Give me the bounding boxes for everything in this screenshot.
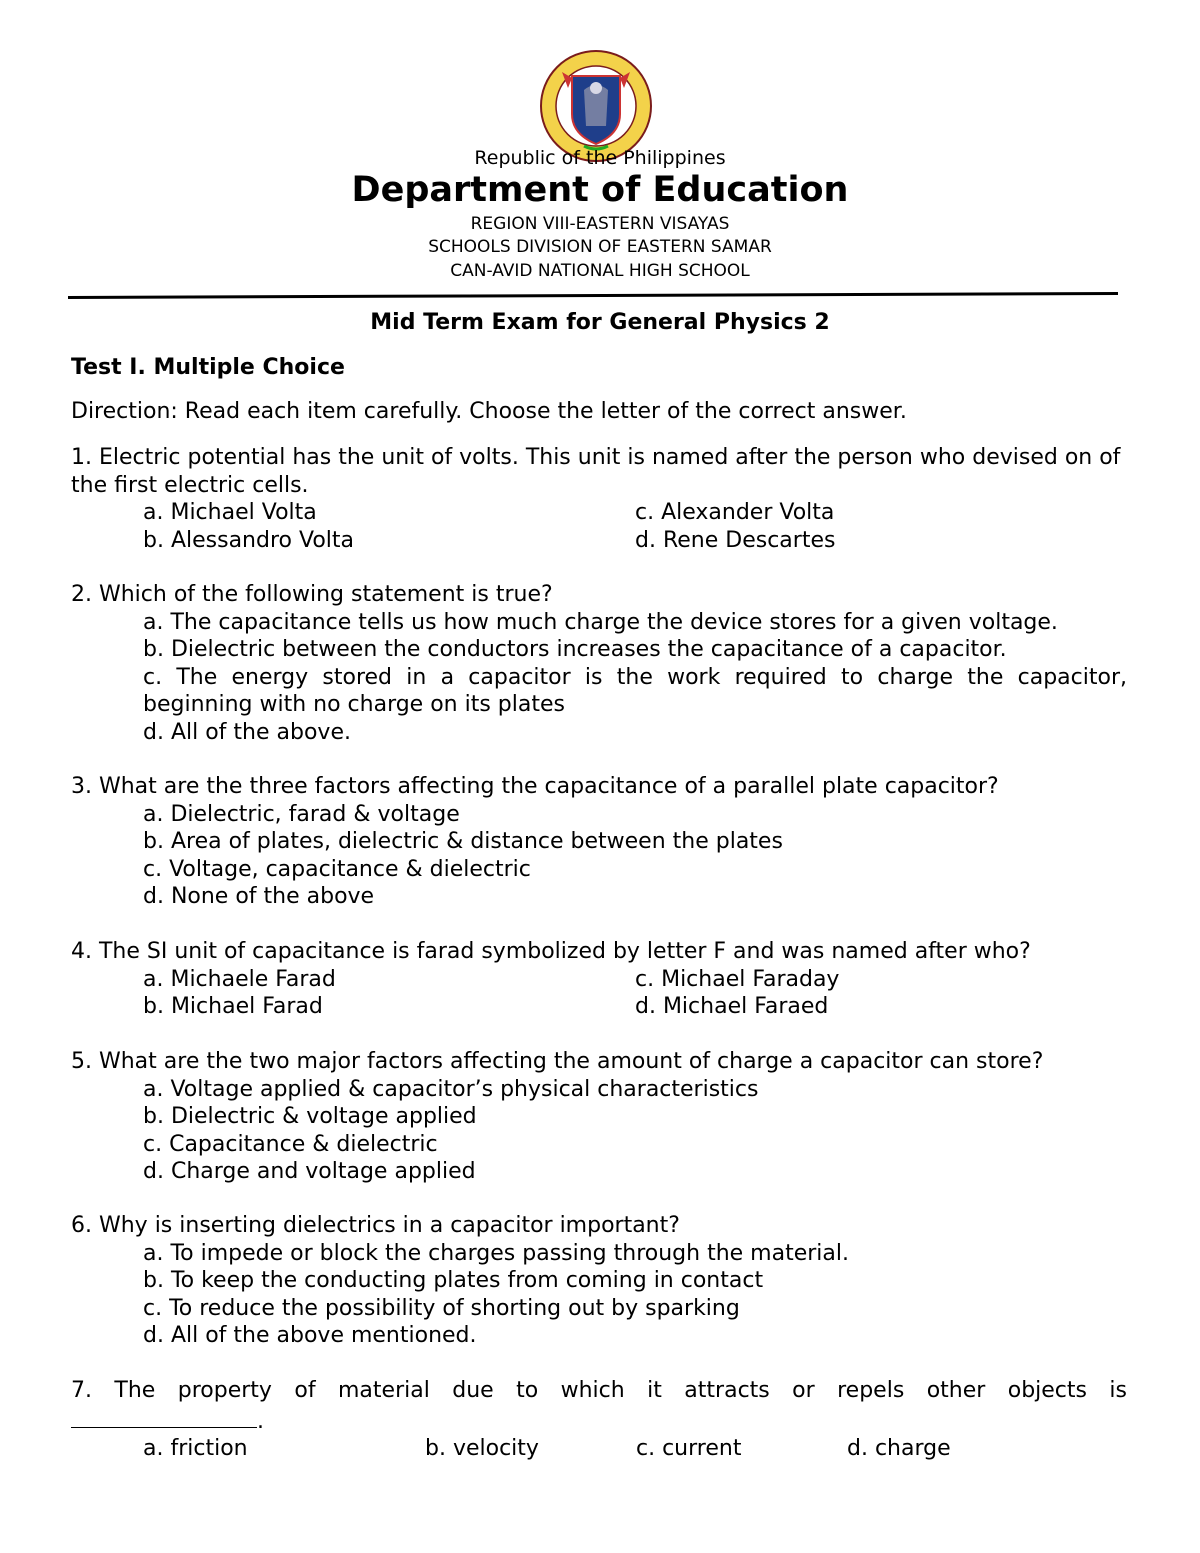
question-stem: 3. What are the three factors affecting the capacitance of a parallel plate capacitor? (71, 774, 999, 799)
options-grid (71, 966, 1127, 1021)
question-1 (71, 444, 1127, 554)
option-c: c. Michael Faraday (635, 966, 840, 992)
option-a: a. Dielectric, farad & voltage (143, 801, 460, 827)
option-a: a. friction (143, 1436, 248, 1461)
option-c-continued: beginning with no charge on its plates (143, 692, 565, 717)
fill-in-blank (71, 1405, 257, 1428)
republic-label: Republic of the Philippines (474, 147, 726, 169)
option-b: b. Michael Farad (143, 994, 323, 1019)
option-c: c. The energy stored in a capacitor is the work required to charge the capacitor, (143, 664, 1127, 690)
option-c: c. To reduce the possibility of shorting out by sparking (143, 1295, 740, 1321)
question-stem: 5. What are the two major factors affecting the amount of charge a capacitor can store? (71, 1049, 1044, 1074)
option-c: c. Voltage, capacitance & dielectric (143, 856, 531, 882)
direction-text: Direction: Read each item carefully. Choose the letter of the correct answer. (71, 399, 907, 424)
option-c: c. Alexander Volta (635, 500, 835, 525)
exam-title: Mid Term Exam for General Physics 2 (370, 310, 830, 335)
option-a: a. Michaele Farad (143, 966, 336, 992)
question-stem: 7. The property of material due to which it attracts or repels other objects is (71, 1378, 1127, 1403)
option-b: b. Dielectric between the conductors increases the capacitance of a capacitor. (143, 637, 1007, 662)
option-d: d. None of the above (143, 884, 375, 909)
option-a: a. Michael Volta (143, 500, 317, 525)
option-a: a. Voltage applied & capacitor’s physical characteristics (143, 1076, 759, 1102)
option-c: c. current (636, 1436, 742, 1461)
school-label: CAN-AVID NATIONAL HIGH SCHOOL (450, 261, 750, 281)
option-b: b. Area of plates, dielectric & distance between the plates (143, 829, 783, 854)
question-2 (71, 581, 1127, 746)
option-b: b. velocity (425, 1436, 539, 1461)
option-c: c. Capacitance & dielectric (143, 1131, 438, 1157)
options-grid (71, 499, 1127, 554)
option-b: b. Dielectric & voltage applied (143, 1104, 477, 1129)
option-d: d. All of the above mentioned. (143, 1323, 477, 1348)
question-3 (71, 773, 1127, 911)
test-heading: Test I. Multiple Choice (71, 355, 345, 380)
question-stem: 2. Which of the following statement is true? (71, 582, 553, 607)
question-stem: 1. Electric potential has the unit of volts. This unit is named after the person who devised on of the first electric cells. (71, 445, 1121, 498)
option-a: a. To impede or block the charges passing through the material. (143, 1240, 849, 1266)
question-4 (71, 938, 1127, 1021)
option-d: d. Rene Descartes (635, 527, 836, 553)
department-title: Department of Education (351, 170, 849, 210)
question-6 (71, 1212, 1127, 1350)
option-d: d. All of the above. (143, 719, 351, 745)
division-label: SCHOOLS DIVISION OF EASTERN SAMAR (428, 237, 772, 257)
option-a: a. The capacitance tells us how much charge the device stores for a given voltage. (143, 609, 1058, 635)
question-5 (71, 1048, 1127, 1186)
question-stem: 6. Why is inserting dielectrics in a capacitor important? (71, 1213, 680, 1238)
options-row (71, 1435, 1127, 1463)
question-stem: 4. The SI unit of capacitance is farad symbolized by letter F and was named after who? (71, 939, 1031, 964)
option-d: d. Michael Faraed (635, 994, 829, 1019)
option-b: b. Alessandro Volta (143, 527, 354, 553)
region-label: REGION VIII-EASTERN VISAYAS (470, 214, 730, 234)
option-b: b. To keep the conducting plates from coming in contact (143, 1268, 764, 1293)
answer-blank-line (71, 1405, 1127, 1436)
header-divider (68, 288, 1118, 302)
question-7 (71, 1377, 1127, 1463)
blank-period: . (257, 1408, 264, 1434)
option-d: d. charge (847, 1436, 951, 1461)
option-d: d. Charge and voltage applied (143, 1159, 476, 1184)
